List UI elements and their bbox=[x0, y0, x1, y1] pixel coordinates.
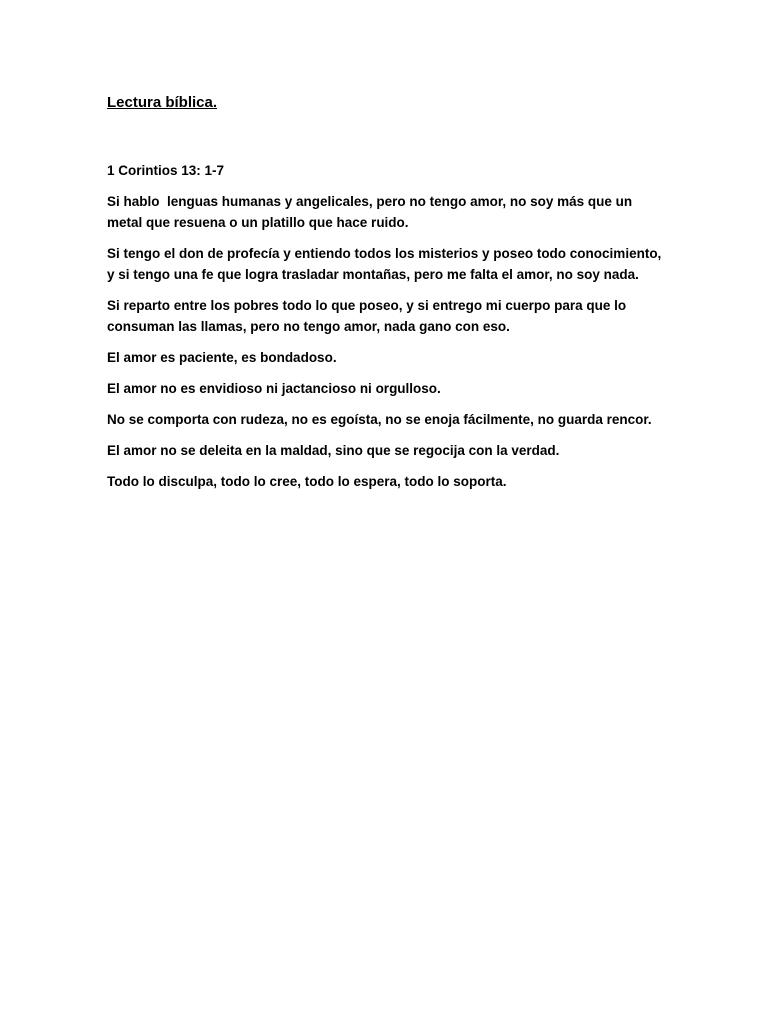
verse-paragraph: No se comporta con rudeza, no es egoísta, no se enoja fácilmente, no guarda rencor. bbox=[107, 412, 652, 427]
document-body bbox=[107, 92, 667, 492]
verse-paragraph: El amor no es envidioso ni jactancioso ni orgulloso. bbox=[107, 381, 441, 396]
verse-paragraph: Si reparto entre los pobres todo lo que poseo, y si entrego mi cuerpo para que lo consuman las llamas, pero no tengo amor, nada gano con eso. bbox=[107, 298, 630, 334]
scripture-reference: 1 Corintios 13: 1-7 bbox=[107, 163, 225, 178]
verse-paragraph: Si tengo el don de profecía y entiendo todos los misterios y poseo todo conocimiento, y si tengo una fe que logra trasladar montañas, pero me falta el amor, no soy nada. bbox=[107, 246, 666, 282]
verse-paragraph: Si hablo lenguas humanas y angelicales, pero no tengo amor, no soy más que un metal que resuena o un platillo que hace ruido. bbox=[107, 194, 636, 230]
verse-paragraph: Todo lo disculpa, todo lo cree, todo lo espera, todo lo soporta. bbox=[107, 474, 507, 489]
document-title: Lectura bíblica. bbox=[107, 94, 218, 111]
verse-paragraph: El amor no se deleita en la maldad, sino que se regocija con la verdad. bbox=[107, 443, 560, 458]
verse-paragraph: El amor es paciente, es bondadoso. bbox=[107, 350, 337, 365]
